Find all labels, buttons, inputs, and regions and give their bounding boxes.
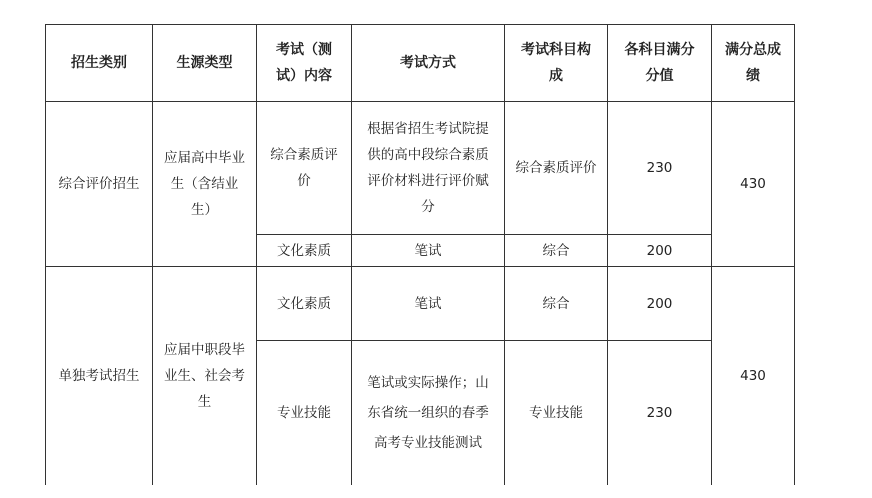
header-category: 招生类别: [46, 25, 153, 102]
subjects-cell: 综合素质评价: [505, 102, 608, 235]
content-cell: 文化素质: [257, 235, 352, 267]
content-cell: 综合素质评价: [257, 102, 352, 235]
content-cell: 文化素质: [257, 267, 352, 341]
content-cell: 专业技能: [257, 341, 352, 485]
score-cell: 230: [608, 341, 712, 485]
table-row: [46, 267, 795, 341]
admission-table: [45, 24, 795, 485]
total-cell: 430: [712, 267, 795, 485]
source-cell: 应届高中毕业生（含结业生）: [153, 102, 257, 267]
score-cell: 200: [608, 267, 712, 341]
table-row: [46, 102, 795, 235]
subjects-cell: 综合: [505, 235, 608, 267]
method-cell: 根据省招生考试院提供的高中段综合素质评价材料进行评价赋分: [352, 102, 505, 235]
header-method: 考试方式: [352, 25, 505, 102]
category-cell: 综合评价招生: [46, 102, 153, 267]
admission-table-container: [45, 24, 795, 485]
score-cell: 230: [608, 102, 712, 235]
method-cell: 笔试: [352, 235, 505, 267]
header-source: 生源类型: [153, 25, 257, 102]
header-row: [46, 25, 795, 102]
header-full-score-each: 各科目满分分值: [608, 25, 712, 102]
source-cell: 应届中职段毕业生、社会考生: [153, 267, 257, 485]
header-total: 满分总成绩: [712, 25, 795, 102]
header-content: 考试（测试）内容: [257, 25, 352, 102]
method-cell: 笔试: [352, 267, 505, 341]
subjects-cell: 专业技能: [505, 341, 608, 485]
method-cell: 笔试或实际操作；山东省统一组织的春季高考专业技能测试: [352, 341, 505, 485]
total-cell: 430: [712, 102, 795, 267]
category-cell: 单独考试招生: [46, 267, 153, 485]
score-cell: 200: [608, 235, 712, 267]
header-subjects: 考试科目构成: [505, 25, 608, 102]
subjects-cell: 综合: [505, 267, 608, 341]
